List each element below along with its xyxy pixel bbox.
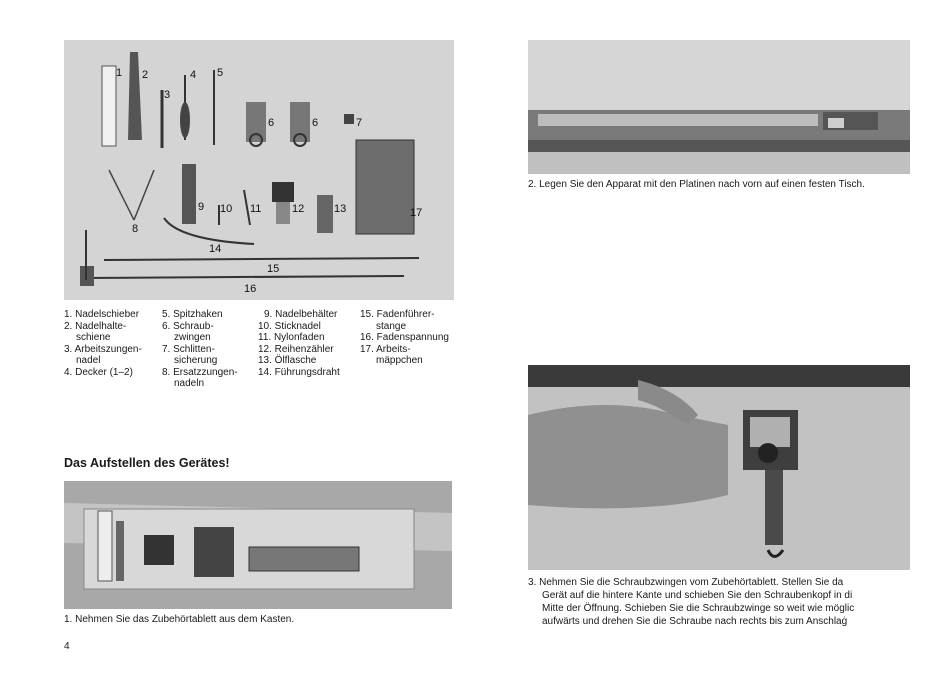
- photo-label: 10: [220, 203, 233, 215]
- legend-item: 16. Fadenspannung: [360, 332, 449, 343]
- photo-label: 16: [244, 283, 257, 295]
- photo-label: 13: [334, 203, 347, 215]
- legend-item: 6. Schraub-: [162, 320, 214, 332]
- section-heading: Das Aufstellen des Gerätes!: [64, 456, 230, 470]
- photo-label: 11: [250, 203, 262, 215]
- legend-column-1: [64, 309, 142, 378]
- legend-item: nadeln: [174, 378, 205, 389]
- accessory-tray-illustration: [64, 481, 452, 609]
- legend-item: 2. Nadelhalte-: [64, 320, 127, 332]
- legend-item: 15. Fadenführer-: [360, 309, 435, 320]
- photo-label: 7: [356, 117, 363, 129]
- photo-label: 15: [267, 263, 280, 275]
- legend-item: 8. Ersatzzungen-: [162, 366, 238, 378]
- legend-item: 3. Arbeitszungen-: [64, 343, 142, 355]
- legend-item: 1. Nadelschieber: [64, 309, 140, 320]
- photo-label: 4: [190, 69, 197, 81]
- legend-item: 9. Nadelbehälter: [264, 309, 338, 320]
- clamp-photo: [528, 365, 910, 570]
- machine-illustration: [528, 40, 910, 174]
- legend-item: 7. Schlitten-: [162, 343, 215, 355]
- legend-item: zwingen: [174, 332, 211, 343]
- legend-item: 17. Arbeits-: [360, 343, 411, 355]
- photo-label: 9: [198, 201, 205, 213]
- photo-label: 17: [410, 207, 423, 219]
- legend-item: mäppchen: [376, 355, 423, 366]
- photo-label: 14: [209, 243, 222, 255]
- page-number: 4: [64, 641, 70, 652]
- legend-item: schiene: [76, 332, 111, 343]
- legend-column-3: [258, 309, 340, 378]
- caption-3-line: Mitte der Öffnung. Schieben Sie die Schraubzwinge so weit wie möglic: [542, 603, 855, 614]
- photo-label: 2: [142, 69, 149, 81]
- photo-label: 3: [164, 89, 171, 101]
- legend-item: 4. Decker (1–2): [64, 366, 133, 378]
- legend-item: 5. Spitzhaken: [162, 309, 223, 320]
- caption-1: 1. Nehmen Sie das Zubehörtablett aus dem Kasten.: [64, 614, 295, 625]
- legend-item: stange: [376, 320, 407, 332]
- caption-3: [528, 576, 854, 628]
- caption-3-line: 3. Nehmen Sie die Schraubzwingen vom Zubehörtablett. Stellen Sie da: [528, 577, 844, 588]
- photo-label: 8: [132, 223, 139, 235]
- photo-label: 6: [268, 117, 275, 129]
- photo-label: 5: [217, 67, 224, 79]
- legend-column-4: [360, 309, 449, 367]
- legend-item: 11. Nylonfaden: [258, 332, 325, 343]
- accessory-tray-photo: [64, 481, 452, 609]
- photo-label: 6: [312, 117, 319, 129]
- accessories-photo: [64, 40, 454, 300]
- photo-label: 1: [116, 67, 123, 79]
- legend-item: nadel: [76, 355, 101, 366]
- legend-column-2: [162, 309, 238, 390]
- legend-item: 13. Ölflasche: [258, 355, 317, 366]
- machine-photo: [528, 40, 910, 174]
- legend-item: 10. Sticknadel: [258, 320, 321, 332]
- caption-3-line: Gerät auf die hintere Kante und schieben Sie den Schraubenkopf in di: [542, 590, 853, 601]
- photo-label: 12: [292, 203, 305, 215]
- caption-2: 2. Legen Sie den Apparat mit den Platinen nach vorn auf einen festen Tisch.: [528, 179, 865, 190]
- legend-item: 12. Reihenzähler: [258, 343, 334, 355]
- clamp-illustration: [528, 365, 910, 570]
- caption-3-line: aufwärts und drehen Sie die Schraube nach rechts bis zum Anschlaġ: [542, 616, 848, 627]
- legend-item: 14. Führungsdraht: [258, 366, 340, 378]
- legend-item: sicherung: [174, 355, 218, 366]
- accessories-illustration: [64, 40, 454, 300]
